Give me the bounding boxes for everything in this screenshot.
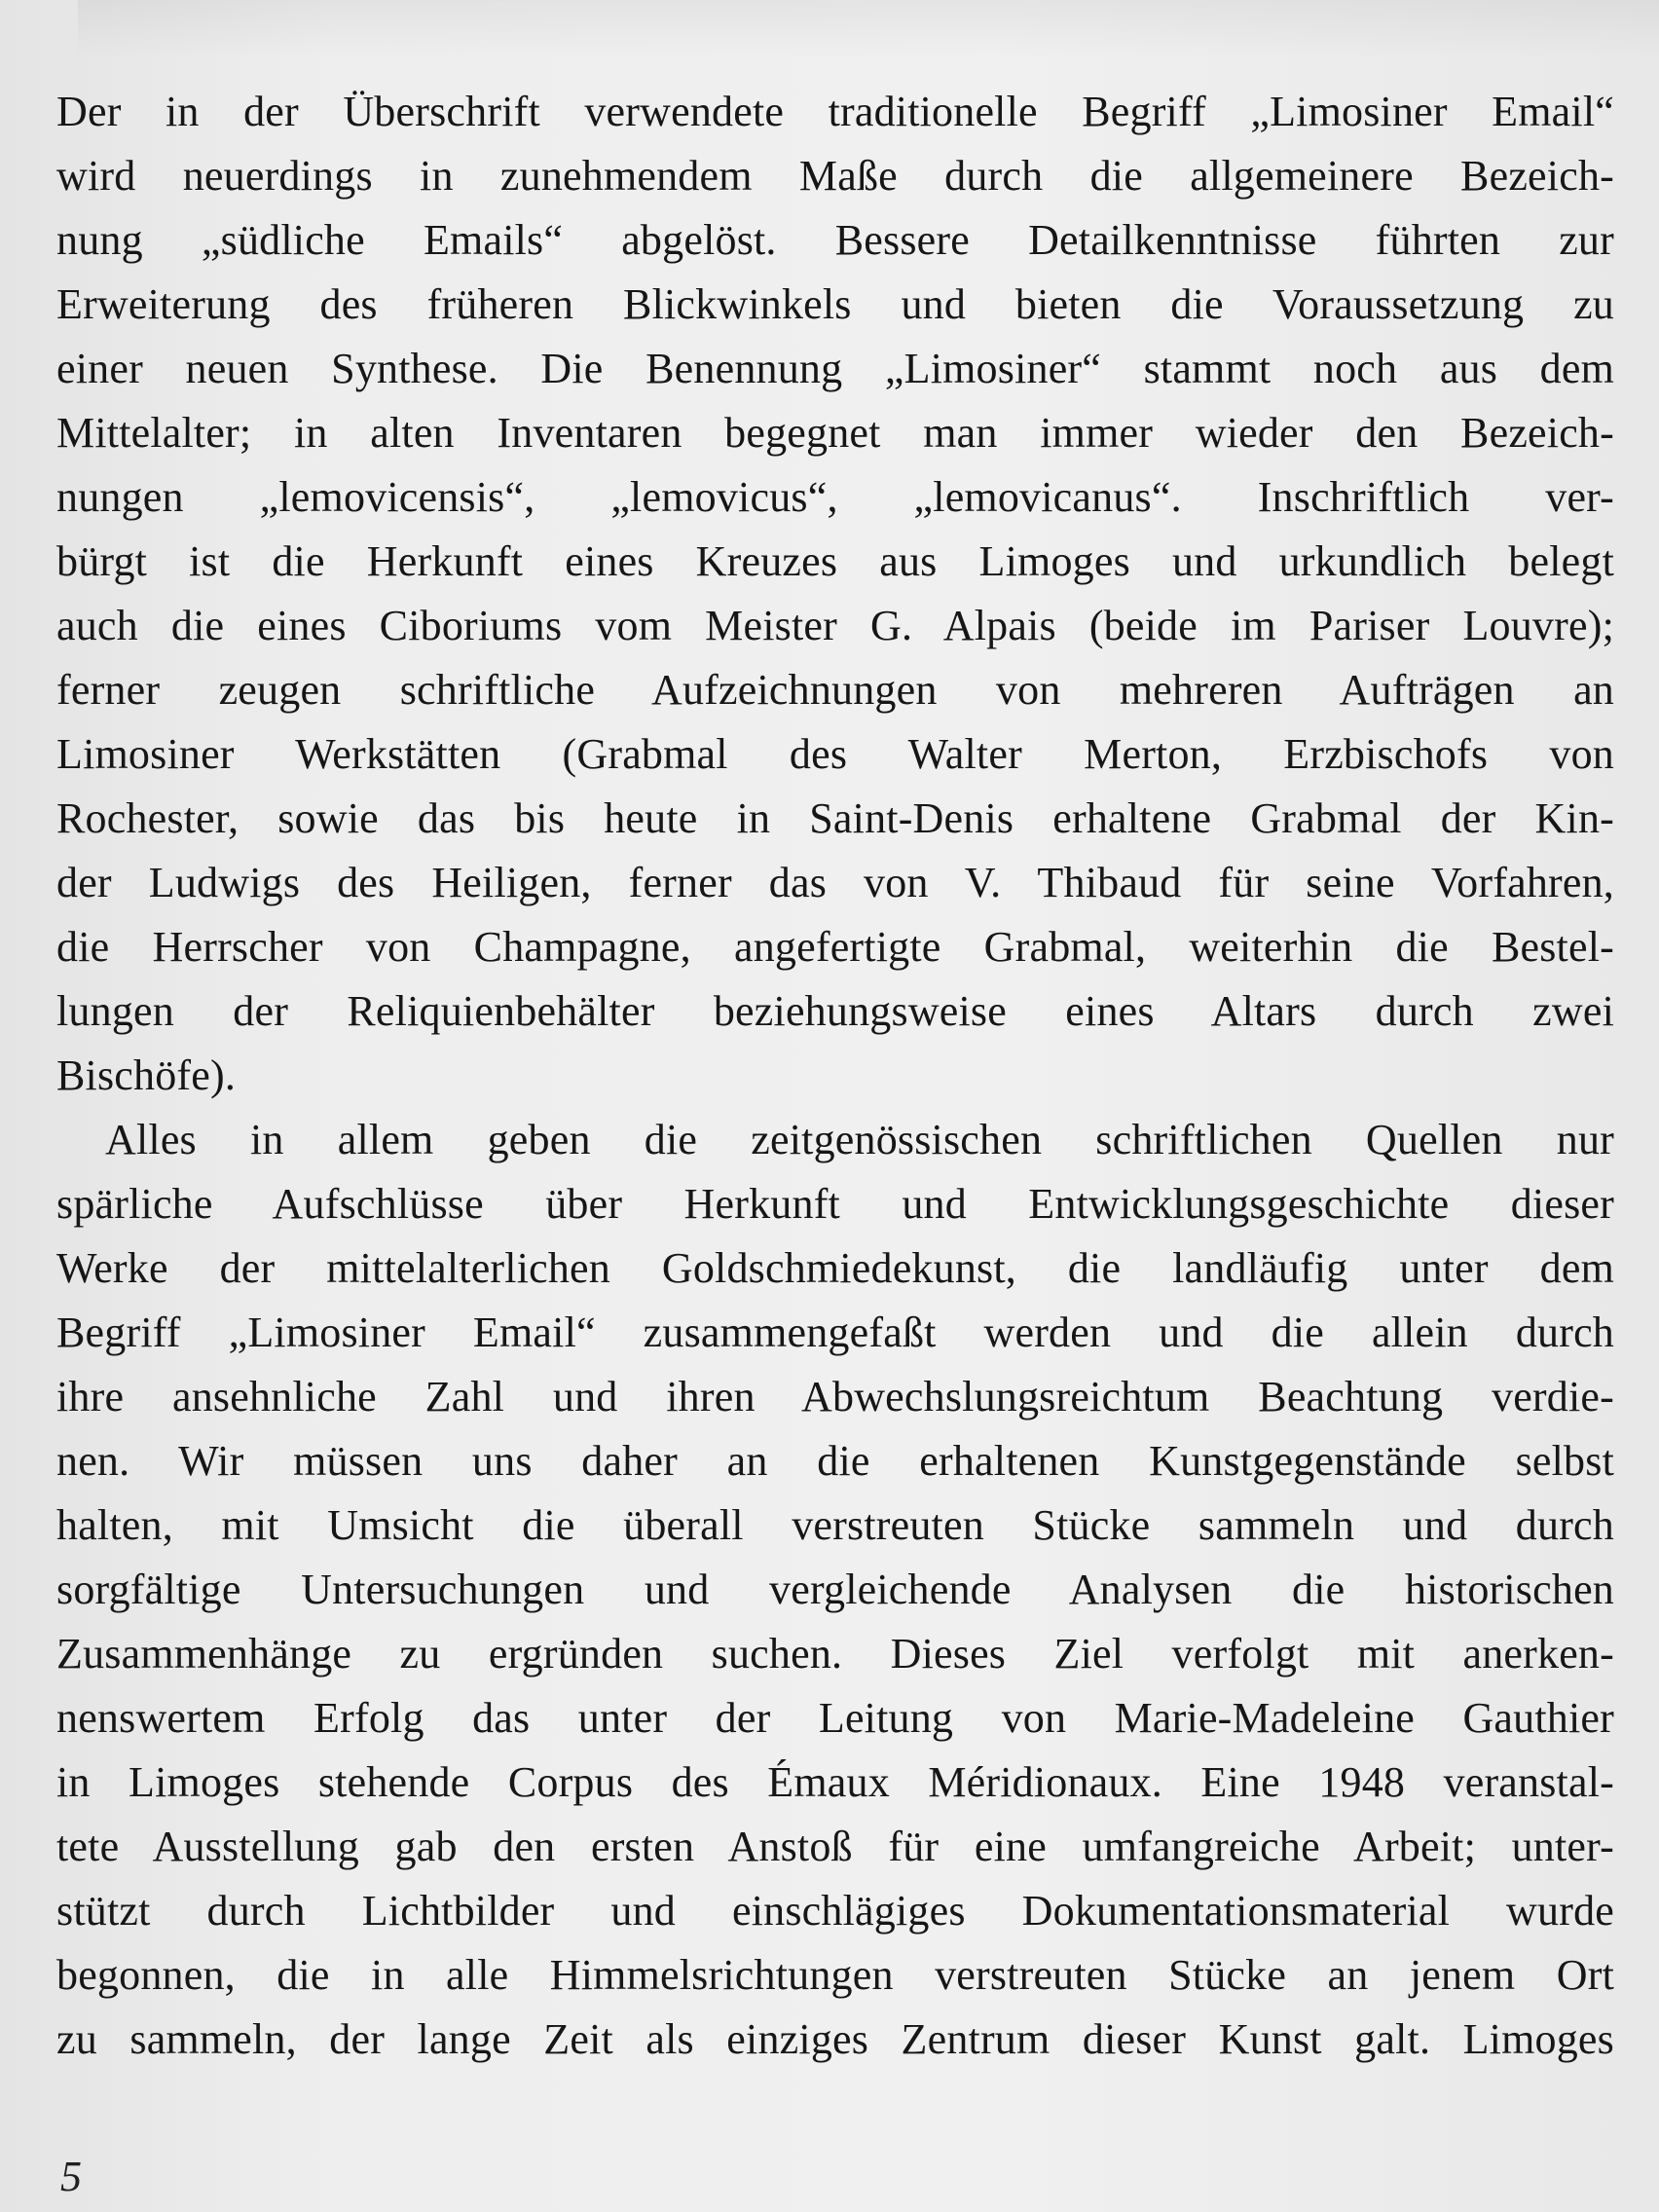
page-number: 5 — [60, 2153, 82, 2200]
text-line: nen. Wir müssen uns daher an die erhaltenen Kunstgegenstände selbst — [56, 1437, 1614, 1485]
paragraph-2 — [56, 1108, 1614, 2072]
text-line: Bischöfe). — [56, 1051, 237, 1099]
bleed-through-shadow — [78, 0, 1659, 58]
text-line: die Herrscher von Champagne, angefertigte Grabmal, weiterhin die Bestel- — [56, 923, 1614, 971]
text-line: Erweiterung des früheren Blickwinkels und bieten die Voraussetzung zu — [56, 280, 1614, 328]
text-line: Limosiner Werkstätten (Grabmal des Walter Merton, Erzbischofs von — [56, 730, 1614, 778]
text-line: auch die eines Ciboriums vom Meister G. Alpais (beide im Pariser Louvre); — [56, 602, 1614, 649]
paragraph-1 — [56, 80, 1614, 1108]
text-line: Rochester, sowie das bis heute in Saint-Denis erhaltene Grabmal der Kin- — [56, 794, 1614, 842]
text-line: Der in der Überschrift verwendete traditionelle Begriff „Limosiner Email“ — [56, 88, 1614, 135]
text-line: bürgt ist die Herkunft eines Kreuzes aus Limoges und urkundlich belegt — [56, 537, 1614, 585]
text-line: halten, mit Umsicht die überall verstreuten Stücke sammeln und durch — [56, 1501, 1614, 1549]
text-line: ihre ansehnliche Zahl und ihren Abwechslungsreichtum Beachtung verdie- — [56, 1373, 1614, 1420]
text-line: der Ludwigs des Heiligen, ferner das von V. Thibaud für seine Vorfahren, — [56, 859, 1614, 906]
text-line: lungen der Reliquienbehälter beziehungsweise eines Altars durch zwei — [56, 987, 1614, 1035]
text-line: nungen „lemovicensis“, „lemovicus“, „lemovicanus“. Inschriftlich ver- — [56, 473, 1614, 521]
text-line: in Limoges stehende Corpus des Émaux Méridionaux. Eine 1948 veranstal- — [56, 1758, 1614, 1806]
text-line: begonnen, die in alle Himmelsrichtungen verstreuten Stücke an jenem Ort — [56, 1951, 1614, 1999]
text-line: Begriff „Limosiner Email“ zusammengefaßt werden und die allein durch — [56, 1309, 1614, 1356]
text-line: Zusammenhänge zu ergründen suchen. Dieses Ziel verfolgt mit anerken- — [56, 1630, 1614, 1677]
text-line: einer neuen Synthese. Die Benennung „Limosiner“ stammt noch aus dem — [56, 345, 1614, 392]
text-line: zu sammeln, der lange Zeit als einziges Zentrum dieser Kunst galt. Limoges — [56, 2015, 1614, 2063]
text-line: stützt durch Lichtbilder und einschlägiges Dokumentationsmaterial wurde — [56, 1887, 1614, 1935]
text-line: Alles in allem geben die zeitgenössischen schriftlichen Quellen nur — [105, 1116, 1614, 1163]
text-line: tete Ausstellung gab den ersten Anstoß für eine umfangreiche Arbeit; unter- — [56, 1823, 1614, 1870]
text-line: nung „südliche Emails“ abgelöst. Bessere Detailkenntnisse führten zur — [56, 216, 1614, 264]
text-line: Werke der mittelalterlichen Goldschmiedekunst, die landläufig unter dem — [56, 1244, 1614, 1292]
text-line: sorgfältige Untersuchungen und vergleichende Analysen die historischen — [56, 1566, 1614, 1613]
text-line: Mittelalter; in alten Inventaren begegnet man immer wieder den Bezeich- — [56, 409, 1614, 457]
text-line: nenswertem Erfolg das unter der Leitung von Marie-Madeleine Gauthier — [56, 1694, 1614, 1742]
text-line: spärliche Aufschlüsse über Herkunft und Entwicklungsgeschichte dieser — [56, 1180, 1614, 1228]
body-text — [56, 80, 1614, 2072]
text-line: ferner zeugen schriftliche Aufzeichnungen von mehreren Aufträgen an — [56, 666, 1614, 714]
text-line: wird neuerdings in zunehmendem Maße durch die allgemeinere Bezeich- — [56, 152, 1614, 200]
